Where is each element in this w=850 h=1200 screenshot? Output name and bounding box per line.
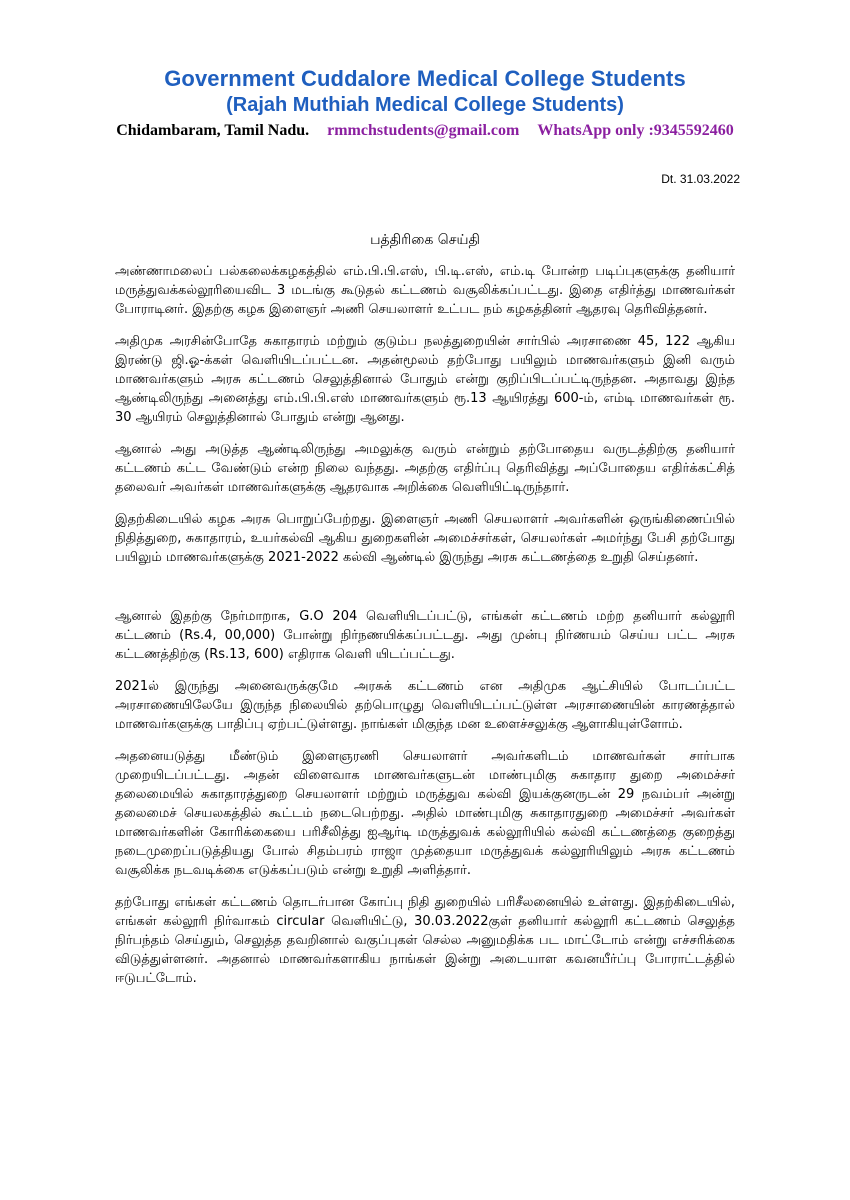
paragraph: 2021ல் இருந்து அனைவருக்குமே அரசுக் கட்டணம் என அதிமுக ஆட்சியில் போடப்பட்ட அரசாணையிலேயே இருந்த நிலையில் தற்பொழுது வெளியிடப்பட்டுள்ள அரசாணையின் காரணத்தால் மாணவர்களுக்கு பாதிப்பு ஏற்பட்டுள்ளது. நாங்கள் மிகுந்த மன உளைச்சலுக்கு ஆளாகியுள்ளோம். xyxy=(115,679,735,732)
document-date: Dt. 31.03.2022 xyxy=(661,172,740,186)
paragraph: இதற்கிடையில் கழக அரசு பொறுப்பேற்றது. இளைஞர் அணி செயலாளர் அவர்களின் ஒருங்கிணைப்பில் நிதித்துறை, சுகாதாரம், உயர்கல்வி ஆகிய துறைகளின் அமைச்சர்கள், செயலர்கள் அமர்ந்து பேசி தற்போது பயிலும் மாணவர்களுக்கு 2021-2022 கல்வி ஆண்டில் இருந்து அரசு கட்டணத்தை உறுதி செய்தனர். xyxy=(115,512,735,565)
paragraph: தற்போது எங்கள் கட்டணம் தொடர்பான கோப்பு நிதி துறையில் பரிசீலனையில் உள்ளது. இதற்கிடையில், எங்கள் கல்லூரி நிர்வாகம் circular வெளியிட்டு, 30.03.2022குள் தனியார் கல்லூரி கட்டணம் செலுத்த நிர்பந்தம் செய்தும், செலுத்த தவறினால் வகுப்புகள் செல்ல அனுமதிக்க பட மாட்டோம் என்று எச்சரிக்கை விடுத்துள்ளனர். அதனால் மாணவர்களாகிய நாங்கள் இன்று அடையாள கவனயீர்ப்பு போராட்டத்தில் ஈடுபட்டோம். xyxy=(115,895,735,986)
paragraph: அதிமுக அரசின்போதே சுகாதாரம் மற்றும் குடும்ப நலத்துறையின் சார்பில் அரசாணை 45, 122 ஆகிய இரண்டு ஜி.ஓ-க்கள் வெளியிடப்பட்டன. அதன்மூலம் தற்போது பயிலும் மாணவர்களும் இனி வரும் மாணவர்களும் அரசு கட்டணம் செலுத்தினால் போதும் என்று குறிப்பிடப்பட்டிருந்தன. அதாவது இந்த ஆண்டிலிருந்து அனைத்து எம்.பி.பி.எஸ் மாணவர்களும் ரூ.13 ஆயிரத்து 600-ம், எம்டி மாணவர்கள் ரூ. 30 ஆயிரம் செலுத்தினால் போதும் என்று ஆனது. xyxy=(115,334,735,425)
letterhead-title: Government Cuddalore Medical College Students xyxy=(164,66,686,91)
press-release-heading: பத்திரிகை செய்தி xyxy=(370,232,480,248)
document-body xyxy=(115,262,735,1001)
email-link[interactable]: rmmchstudents@gmail.com xyxy=(327,122,520,139)
paragraph: அண்ணாமலைப் பல்கலைக்கழகத்தில் எம்.பி.பி.எஸ், பி.டி.எஸ், எம்.டி போன்ற படிப்புகளுக்கு தனியார் மருத்துவக்கல்லூரியைவிட 3 மடங்கு கூடுதல் கட்டணம் வசூலிக்கப்பட்டது. இதை எதிர்த்து மாணவர்கள் போராடினர். இதற்கு கழக இளைஞர் அணி செயலாளர் உட்பட நம் கழகத்தினர் ஆதரவு தெரிவித்தனர். xyxy=(115,264,735,317)
paragraph: ஆனால் இதற்கு நேர்மாறாக, G.O 204 வெளியிடப்பட்டு, எங்கள் கட்டணம் மற்ற தனியார் கல்லூரி கட்டணம் (Rs.4, 00,000) போன்று நிர்நணயிக்கப்பட்டது. அது முன்பு நிர்ணயம் செய்ய பட்ட அரசு கட்டணத்திற்கு (Rs.13, 600) எதிராக வெளி யிடப்பட்டது. xyxy=(115,609,735,662)
whatsapp-text: WhatsApp only :9345592460 xyxy=(537,122,734,139)
letterhead-subtitle: (Rajah Muthiah Medical College Students) xyxy=(226,94,624,116)
contact-line xyxy=(0,121,850,141)
location-text: Chidambaram, Tamil Nadu. xyxy=(116,122,310,139)
letterhead xyxy=(0,66,850,141)
paragraph: அதனையடுத்து மீண்டும் இளைஞரணி செயலாளர் அவர்களிடம் மாணவர்கள் சார்பாக முறையிடப்பட்டது. அதன் விளைவாக மாணவர்களுடன் மாண்புமிகு சுகாதார துறை அமைச்சர் தலைமையில் சுகாதாரத்துறை செயலாளர் மற்றும் மருத்துவ கல்வி இயக்குனருடன் 29 நவம்பர் அன்று தலைமைச் செயலகத்தில் கூட்டம் நடைபெற்றது. அதில் மாண்புமிகு சுகாதாரதுறை அமைச்சர் அவர்கள் மாணவர்களின் கோரிக்கையை பரிசீலித்து ஐஆர்டி மருத்துவக் கல்லூரியில் கல்வி கட்டணத்தை குறைத்து நடைமுறைப்படுத்தியது போல் சிதம்பரம் ராஜா முத்தையா மருத்துவக் கல்லூரியிலும் அரசு கட்டணம் வசூலிக்க நடவடிக்கை எடுக்கப்படும் என்று உறுதி அளித்தார். xyxy=(115,749,735,878)
paragraph: ஆனால் அது அடுத்த ஆண்டிலிருந்து அமலுக்கு வரும் என்றும் தற்போதைய வருடத்திற்கு தனியார் கட்டணம் கட்ட வேண்டும் என்ற நிலை வந்தது. அதற்கு எதிர்ப்பு தெரிவித்து அப்போதைய எதிர்க்கட்சித் தலைவர் அவர்கள் மாணவர்களுக்கு ஆதரவாக அறிக்கை வெளியிட்டிருந்தார். xyxy=(115,442,735,495)
